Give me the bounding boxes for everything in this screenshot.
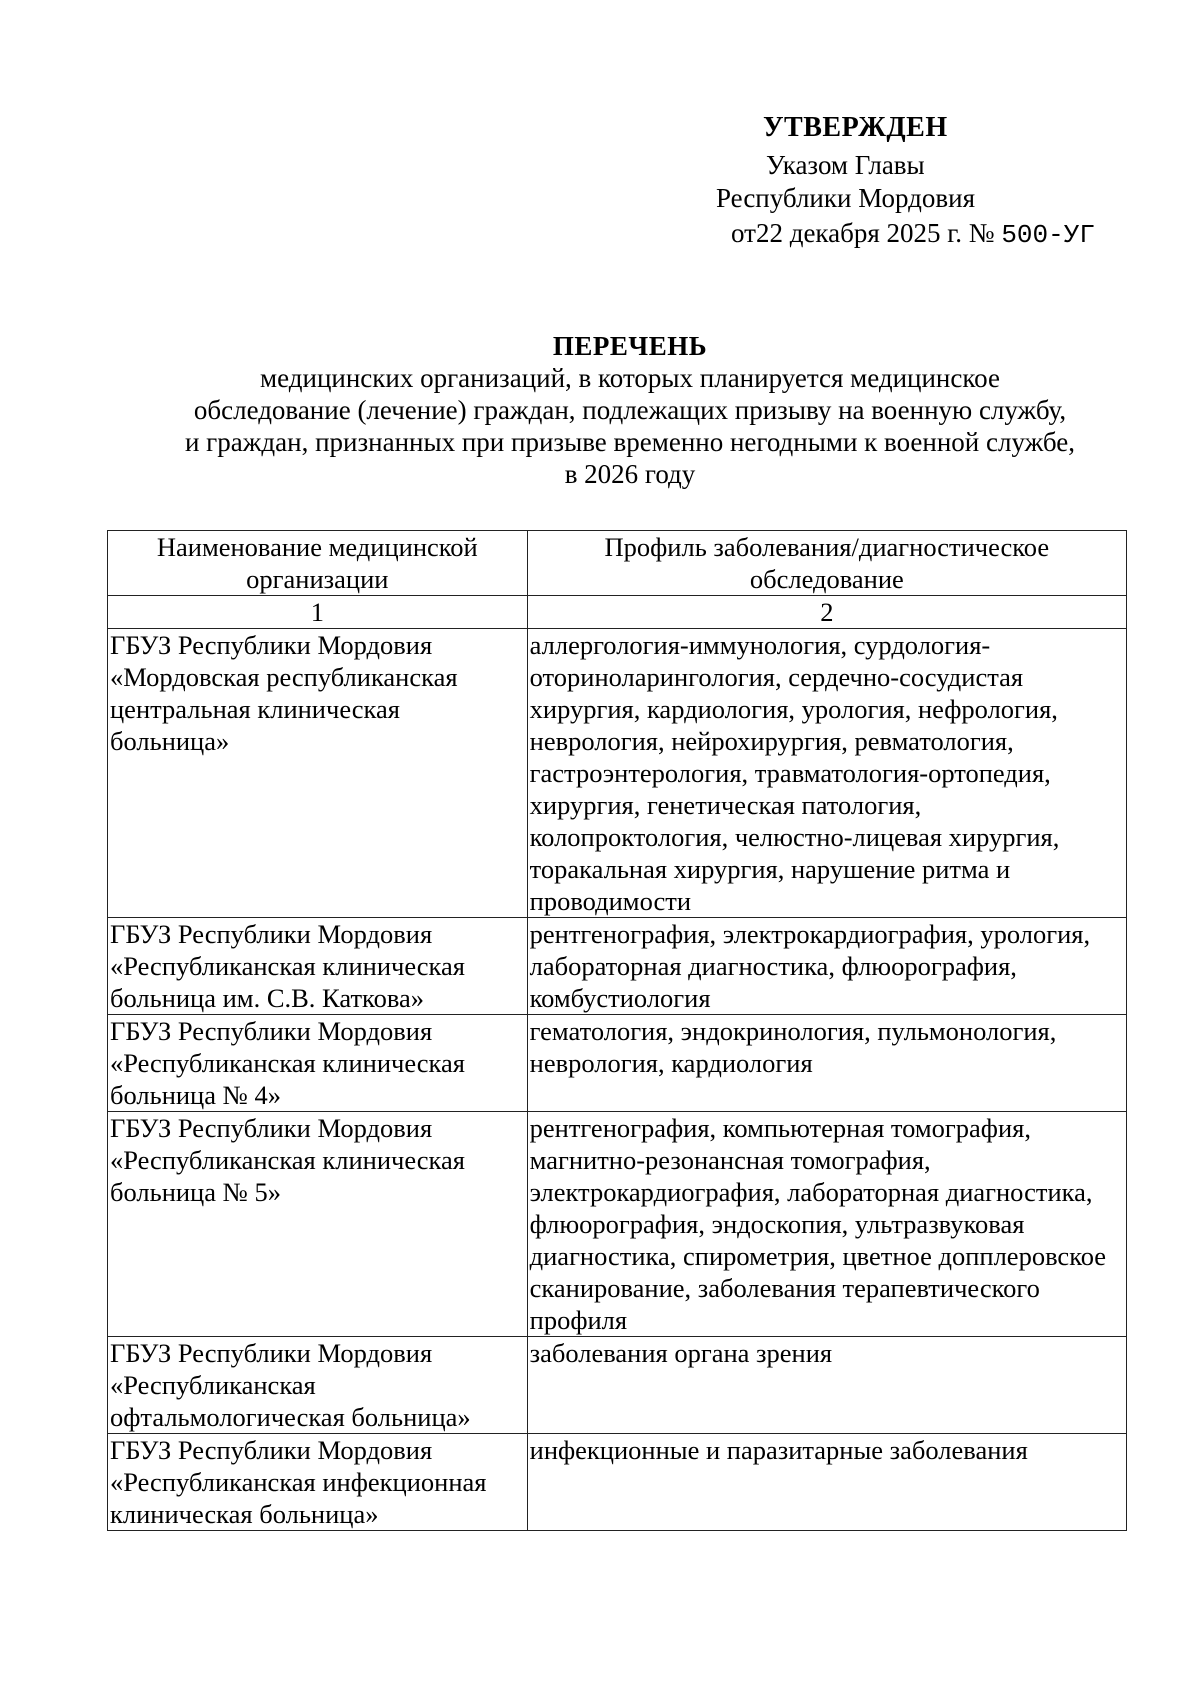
heading-line-2: обследование (лечение) граждан, подлежащих призыву на военную службу, — [193, 395, 1067, 425]
profile-cell: рентгенография, компьютерная томография, магнитно-резонансная томография, электрокардиография, лабораторная диагностика, флюорография, эндоскопия, ультразвуковая диагностика, спирометрия, цветное допплеровское сканирование, заболевания терапевтического профиля — [527, 1112, 1126, 1337]
table-row — [108, 1337, 1127, 1434]
organization-cell: ГБУЗ Республики Мордовия «Мордовская республиканская центральная клиническая больница» — [108, 629, 528, 918]
approval-line-1: Указом Главы — [766, 150, 925, 180]
profile-cell: заболевания органа зрения — [527, 1337, 1126, 1434]
organization-cell: ГБУЗ Республики Мордовия «Республиканская офтальмологическая больница» — [108, 1337, 528, 1434]
organization-cell: ГБУЗ Республики Мордовия «Республиканская клиническая больница № 4» — [108, 1015, 528, 1112]
decree-date: 22 декабря 2025 г. № — [755, 218, 995, 248]
table-row — [108, 1112, 1127, 1337]
profile-cell: инфекционные и паразитарные заболевания — [527, 1434, 1126, 1531]
document-heading — [100, 330, 1160, 490]
date-prefix: от — [731, 218, 756, 248]
profile-cell: рентгенография, электрокардиография, урология, лабораторная диагностика, флюорография, комбустиология — [527, 918, 1126, 1015]
approval-date-line — [731, 217, 1095, 251]
table-row — [108, 1015, 1127, 1112]
profile-cell: гематология, эндокринология, пульмонология, неврология, кардиология — [527, 1015, 1126, 1112]
profile-cell: аллергология-иммунология, сурдология-оториноларингология, сердечно-сосудистая хирургия, кардиология, урология, нефрология, неврология, нейрохирургия, ревматология, гастроэнтерология, травматология-ортопедия, хирургия, генетическая патология, колопроктология, челюстно-лицевая хирургия, торакальная хирургия, нарушение ритма и проводимости — [527, 629, 1126, 918]
decree-number: 500-УГ — [1001, 220, 1095, 250]
heading-line-4: в 2026 году — [564, 459, 696, 489]
organizations-table — [107, 530, 1127, 1531]
table-header-row — [108, 531, 1127, 596]
organization-cell: ГБУЗ Республики Мордовия «Республиканская клиническая больница № 5» — [108, 1112, 528, 1337]
heading-line-3: и граждан, признанных при призыве временно негодными к военной службе, — [184, 427, 1076, 457]
heading-line-1: медицинских организаций, в которых планируется медицинское — [260, 363, 1000, 393]
approval-line-2: Республики Мордовия — [716, 183, 976, 213]
column-number-row — [108, 596, 1127, 629]
header-organization: Наименование медицинской организации — [108, 531, 528, 596]
approval-title: УТВЕРЖДЕН — [763, 112, 948, 143]
document-title: ПЕРЕЧЕНЬ — [552, 331, 708, 361]
table-row — [108, 918, 1127, 1015]
header-profile: Профиль заболевания/диагностическое обследование — [527, 531, 1126, 596]
table-row — [108, 629, 1127, 918]
organization-cell: ГБУЗ Республики Мордовия «Республиканская инфекционная клиническая больница» — [108, 1434, 528, 1531]
column-number-1: 1 — [108, 596, 528, 629]
table-row — [108, 1434, 1127, 1531]
organization-cell: ГБУЗ Республики Мордовия «Республиканская клиническая больница им. С.В. Каткова» — [108, 918, 528, 1015]
column-number-2: 2 — [527, 596, 1126, 629]
